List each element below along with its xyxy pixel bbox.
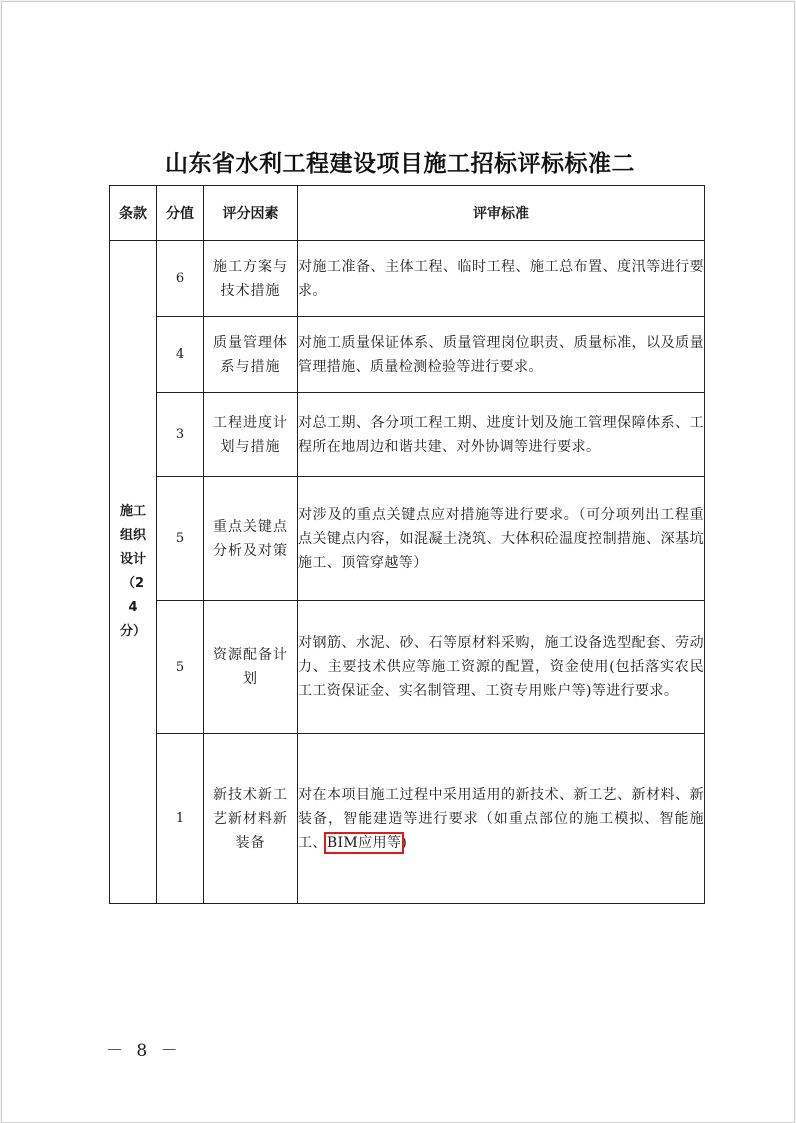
criteria-cell	[298, 734, 705, 904]
category-label: 施工组织设计（24分）	[119, 504, 146, 639]
scoring-table	[109, 185, 705, 904]
factor-cell	[204, 317, 298, 393]
factor-cell	[204, 241, 298, 317]
factor-label: 新技术新工艺新材料新装备	[213, 786, 288, 851]
factor-label: 资源配备计划	[213, 647, 288, 687]
criteria-cell: 对钢筋、水泥、砂、石等原材料采购，施工设备选型配套、劳动力、主要技术供应等施工资源的配置，资金使用(包括落实农民工工资保证金、实名制管理、工资专用账户等)等进行要求。	[298, 601, 705, 734]
criteria-text-end: )	[401, 834, 408, 851]
header-clause: 条款	[110, 186, 157, 241]
factor-cell	[204, 734, 298, 904]
header-score: 分值	[157, 186, 204, 241]
score-cell: 4	[157, 317, 204, 393]
table-row	[110, 734, 705, 904]
factor-label: 重点关键点分析及对策	[213, 518, 288, 559]
score-cell: 6	[157, 241, 204, 317]
score-cell: 5	[157, 601, 204, 734]
factor-cell	[204, 393, 298, 477]
factor-label: 施工方案与技术措施	[213, 258, 288, 299]
criteria-cell: 对施工准备、主体工程、临时工程、施工总布置、度汛等进行要求。	[298, 241, 705, 317]
table-row	[110, 393, 705, 477]
table-header-row	[110, 186, 705, 241]
header-factor: 评分因素	[204, 186, 298, 241]
table-row	[110, 317, 705, 393]
score-cell: 5	[157, 477, 204, 601]
header-criteria: 评审标准	[298, 186, 705, 241]
document-page	[1, 1, 795, 1123]
factor-label: 质量管理体系与措施	[213, 334, 288, 375]
criteria-cell: 对施工质量保证体系、质量管理岗位职责、质量标准，以及质量管理措施、质量检测检验等进行要求。	[298, 317, 705, 393]
criteria-text: 对在本项目施工过程中采用适用的新技术、新工艺、新材料、新装备，智能建造等进行要求（如重点部位的施工模拟、智能施工、	[298, 786, 704, 851]
highlighted-text: BIM应用等	[326, 834, 402, 851]
document-title: 山东省水利工程建设项目施工招标评标标准二	[165, 151, 635, 177]
factor-cell	[204, 477, 298, 601]
table-row	[110, 241, 705, 317]
criteria-cell: 对涉及的重点关键点应对措施等进行要求。（可分项列出工程重点关键点内容，如混凝土浇筑、大体积砼温度控制措施、深基坑施工、顶管穿越等）	[298, 477, 705, 601]
score-cell: 3	[157, 393, 204, 477]
table-row	[110, 601, 705, 734]
factor-label: 工程进度计划与措施	[213, 414, 288, 455]
page-number: － 8 －	[106, 1041, 182, 1061]
factor-cell	[204, 601, 298, 734]
table-row	[110, 477, 705, 601]
score-cell: 1	[157, 734, 204, 904]
criteria-cell: 对总工期、各分项工程工期、进度计划及施工管理保障体系、工程所在地周边和谐共建、对外协调等进行要求。	[298, 393, 705, 477]
category-cell	[110, 241, 157, 904]
